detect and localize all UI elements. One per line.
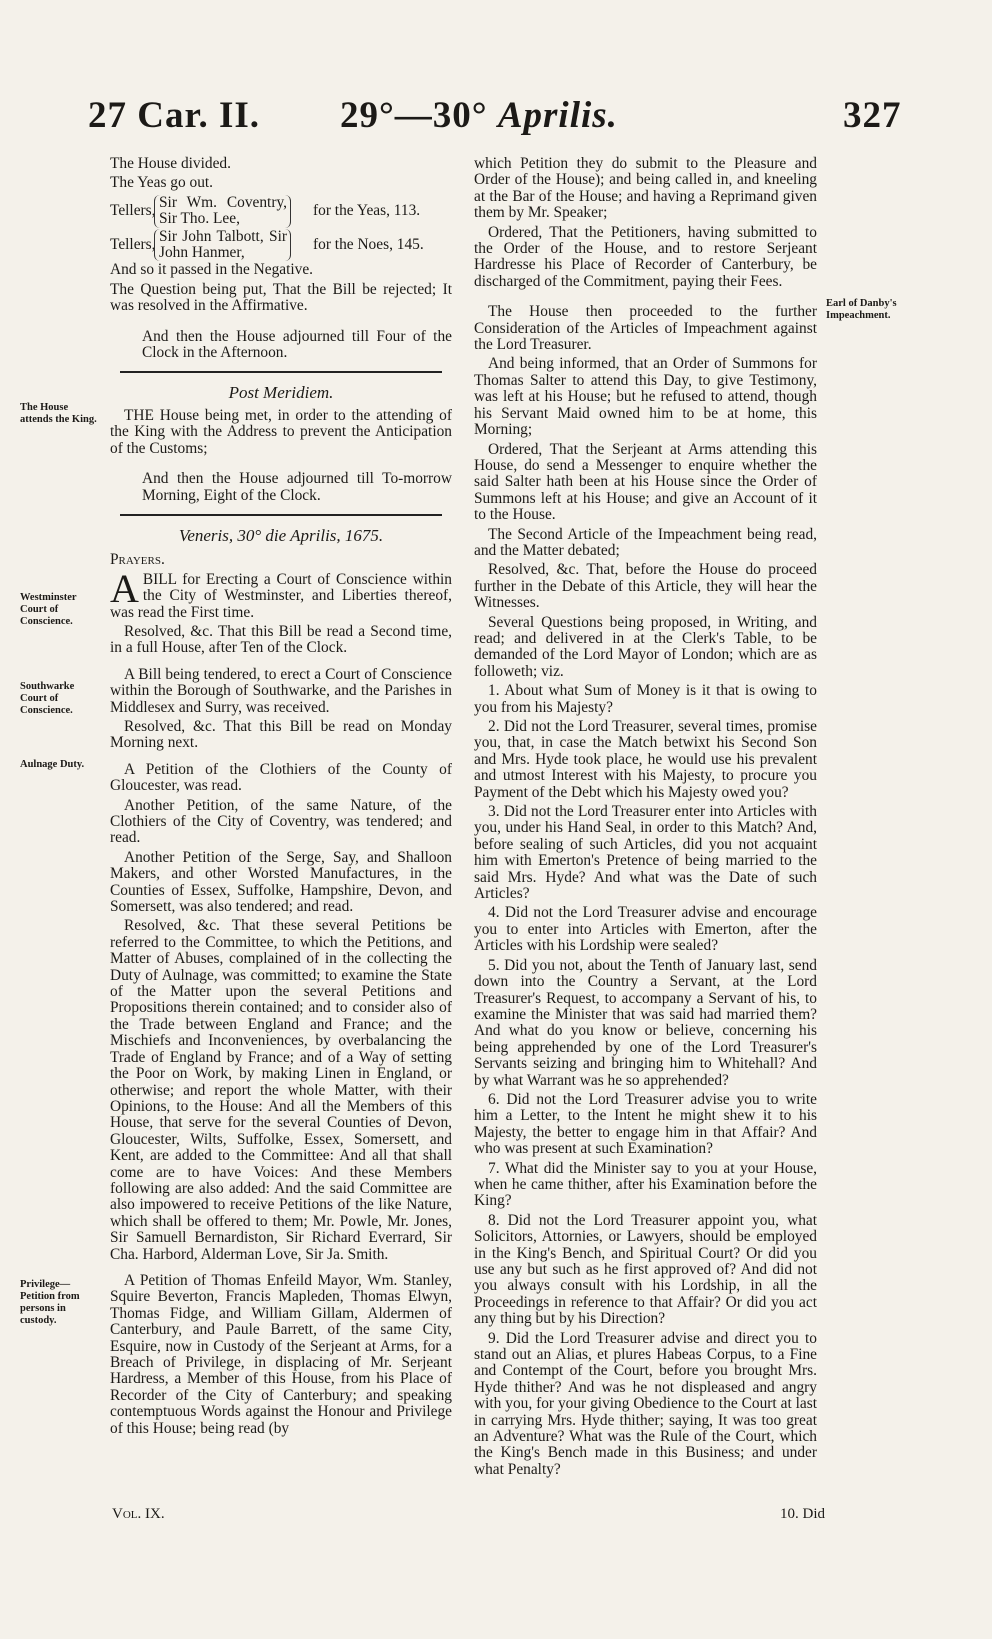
margin-note-aulnage: Aulnage Duty. bbox=[20, 759, 85, 770]
paragraph: And being informed, that an Order of Summons for Thomas Salter to attend this Day, to give Testimony, was left at his House; but he refused to attend, though his Servant Maid owned him to be at home, this Morning; bbox=[474, 355, 817, 439]
date-heading: Veneris, 30° die Aprilis, 1675. bbox=[178, 525, 384, 545]
tellers-names: Sir Wm. Coventry, Sir Tho. Lee, bbox=[154, 195, 291, 228]
question: 6. Did not the Lord Treasurer advise you to write him a Letter, to the Intent he might shew it to his Majesty, the better to engage him in that Affair? And who was present at such Examination? bbox=[474, 1090, 817, 1158]
paragraph: Resolved, &c. That this Bill be read on Monday Morning next. bbox=[110, 717, 452, 752]
section-heading: Post Meridiem. bbox=[228, 383, 334, 403]
paragraph: The Question being put, That the Bill be rejected; It was resolved in the Affirmative. bbox=[110, 280, 452, 315]
prayers-label: Prayers. bbox=[110, 551, 165, 569]
question: 8. Did not the Lord Treasurer appoint you, what Solicitors, Attornies, or Lawyers, should be employed in the King's Bench, and Spiritual Court? Or did you use any but such as he first approved of? And did not you always consult with his Lordship, in all the Proceedings in reference to that Affair? Or did you act any thing but by his Direction? bbox=[474, 1211, 817, 1328]
tellers-label: Tellers, bbox=[110, 235, 156, 253]
question: 5. Did you not, about the Tenth of January last, send down into the Country a Servant, at the Lord Treasurer's Request, to accompany a Servant of his, to examine the Minister that was said had married them? And what do you know or believe, concerning his being apprehended by one of the Lord Treasurer's Servants seizing and bringing him to Whitehall? And by what Warrant was he so apprehended? bbox=[474, 956, 817, 1089]
running-head-date bbox=[340, 94, 618, 137]
page-number: 327 bbox=[843, 95, 902, 136]
paragraph: The House then proceeded to the further Consideration of the Articles of Impeachment against the Lord Treasurer. bbox=[474, 303, 817, 354]
paragraph: Several Questions being proposed, in Writing, and read; and delivered in at the Clerk's Table, to be demanded of the Lord Mayor of London; which are as followeth; viz. bbox=[474, 613, 817, 680]
date-range: 29°—30° bbox=[340, 95, 488, 136]
right-column bbox=[474, 156, 817, 1481]
catchword: 10. Did bbox=[780, 1506, 825, 1522]
tellers-label: Tellers, bbox=[110, 202, 156, 220]
question: 3. Did not the Lord Treasurer enter into Articles with you, under his Hand Seal, in order to this Match? And, before sealing of such Articles, did you not acquaint him with Emerton's Pretence of being married to the said Mrs. Hyde? And what was the Date of such Articles? bbox=[474, 803, 817, 903]
paragraph: Resolved, &c. That these several Petitions be referred to the Committee, to which the Petitions, and Matter of Abuses, complained of in the collecting the Duty of Aulnage, was committed; to examine the State of the Matter upon the several Petitions and Propositions therein contained; and to consider also of the Trade between England and France; and the Mischiefs and Inconveniences, by overbalancing the Trade of England by France; and of a Way of setting the Poor on Work, by making Linen in England, or otherwise; and report the whole Matter, with their Opinions, to the House: And all the Members of this House, that serve for the several Counties of Devon, Gloucester, Wilts, Suffolke, Essex, Somersett, and Kent, are added to the Committee: And all that shall come are to have Voices: And these Members following are also added: And the said Committee are also impowered to receive Petitions of the like Nature, which shall be offered to them; Mr. Powle, Mr. Jones, Sir Samuell Bernardiston, Sir Richard Everrard, Sir Cha. Harbord, Alderman Love, Sir Ja. Smith. bbox=[110, 917, 452, 1263]
paragraph: And then the House adjourned till To-morrow Morning, Eight of the Clock. bbox=[142, 470, 452, 504]
tellers-result: for the Noes, 145. bbox=[313, 235, 424, 253]
divider bbox=[120, 514, 442, 516]
paragraph: THE House being met, in order to the attending of the King with the Address to prevent the Anticipation of the Customs; bbox=[110, 406, 452, 457]
paragraph: The House divided. bbox=[110, 155, 231, 172]
paragraph: A Bill being tendered, to erect a Court of Conscience within the Borough of Southwarke, and the Parishes in Middlesex and Surry, was received. bbox=[110, 665, 452, 716]
question: 2. Did not the Lord Treasurer, several times, promise you, that, in case the Match betwixt his Second Son and Mrs. Hyde took place, he would use his prevalent and utmost Interest with his Majesty, to procure you Payment of the Debt which his Majesty owed you? bbox=[474, 718, 817, 801]
paragraph: Another Petition of the Serge, Say, and Shalloon Makers, and other Worsted Manufactures, in the Counties of Essex, Suffolke, Hampshire, Devon, and Somersett, was also tendered; and read. bbox=[110, 848, 452, 916]
paragraph: Resolved, &c. That, before the House do proceed further in the Debate of this Article, they will hear the Witnesses. bbox=[474, 561, 817, 612]
question: 7. What did the Minister say to you at your House, when he came thither, after his Examination before the King? bbox=[474, 1159, 817, 1210]
paragraph: And then the House adjourned till Four of the Clock in the Afternoon. bbox=[142, 327, 452, 362]
divider bbox=[120, 371, 442, 373]
paragraph: Ordered, That the Petitioners, having submitted to the Order of the House, and to restore Serjeant Hardresse his Place of Recorder of Canterbury, be discharged of the Commitment, paying their Fees. bbox=[474, 223, 817, 290]
margin-note-king: The House attends the King. bbox=[20, 402, 97, 425]
drop-cap: A bbox=[110, 565, 139, 611]
paragraph: And so it passed in the Negative. bbox=[110, 261, 314, 279]
volume-footer: Vol. IX. bbox=[112, 1506, 165, 1522]
paragraph: The Yeas go out. bbox=[110, 174, 214, 192]
margin-note-southwarke: Southwarke Court of Conscience. bbox=[20, 681, 75, 716]
question: 9. Did the Lord Treasurer advise and direct you to stand out an Alias, et plures Habeas Corpus, to a Fine and Contempt of the Court, before you brought Mrs. Hyde thither? And was he not displeased and angry with you, for your giving Obedience to the Court at last in carrying Mrs. Hyde thither; saying, It was too great an Adventure? What was the Rule of the Court, which the King's Bench made in this Business; and under what Penalty? bbox=[474, 1329, 817, 1478]
tellers-noes bbox=[110, 229, 452, 262]
paragraph: Ordered, That the Serjeant at Arms attending this House, do send a Messenger to enquire whether the said Salter hath been at his House since the Order of Summons left at his House; and give an Account of it to the House. bbox=[474, 440, 817, 524]
margin-note-westminster: Westminster Court of Conscience. bbox=[20, 592, 77, 627]
paragraph: which Petition they do submit to the Pleasure and Order of the House); and being called in, and kneeling at the Bar of the House; and having a Reprimand given them by Mr. Speaker; bbox=[474, 155, 817, 222]
tellers-names: Sir John Talbott, Sir John Hanmer, bbox=[154, 229, 291, 262]
running-head-left: 27 Car. II. bbox=[88, 95, 261, 136]
left-column bbox=[110, 156, 452, 1440]
paragraph: Resolved, &c. That this Bill be read a Second time, in a full House, after Ten of the Clock. bbox=[110, 622, 452, 657]
tellers-result: for the Yeas, 113. bbox=[313, 202, 421, 220]
month-name: Aprilis. bbox=[497, 95, 618, 136]
question: 4. Did not the Lord Treasurer advise and encourage you to enter into Articles with Emerton, after the Articles with his Lordship were sealed? bbox=[474, 904, 817, 955]
margin-note-privilege: Privilege—Petition from persons in custody. bbox=[20, 1279, 80, 1326]
paragraph bbox=[110, 565, 452, 621]
paragraph: Another Petition, of the same Nature, of the Clothiers of the City of Coventry, was tendered; and read. bbox=[110, 796, 452, 847]
tellers-yeas bbox=[110, 195, 452, 228]
paragraph-text: BILL for Erecting a Court of Conscience within the City of Westminster, and Liberties thereof, was read the First time. bbox=[110, 570, 452, 621]
paragraph: A Petition of Thomas Enfeild Mayor, Wm. Stanley, Squire Beverton, Francis Mapleden, Thomas Elwyn, Thomas Fidge, and William Gillam, Aldermen of Canterbury, and Paule Barrett, of the same City, Esquire, now in Custody of the Serjeant at Arms, for a Breach of Privilege, in displacing of Mr. Serjeant Hardress, a Member of this House, from his Place of Recorder of the City of Canterbury; and speaking contemptuous Words against the Honour and Privilege of this House; being read (by bbox=[110, 1271, 452, 1437]
question: 1. About what Sum of Money is it that is owing to you from his Majesty? bbox=[474, 682, 817, 716]
paragraph: A Petition of the Clothiers of the County of Gloucester, was read. bbox=[110, 760, 452, 795]
margin-note-danby: Earl of Danby's Impeachment. bbox=[826, 298, 897, 321]
paragraph: The Second Article of the Impeachment being read, and the Matter debated; bbox=[474, 525, 817, 559]
